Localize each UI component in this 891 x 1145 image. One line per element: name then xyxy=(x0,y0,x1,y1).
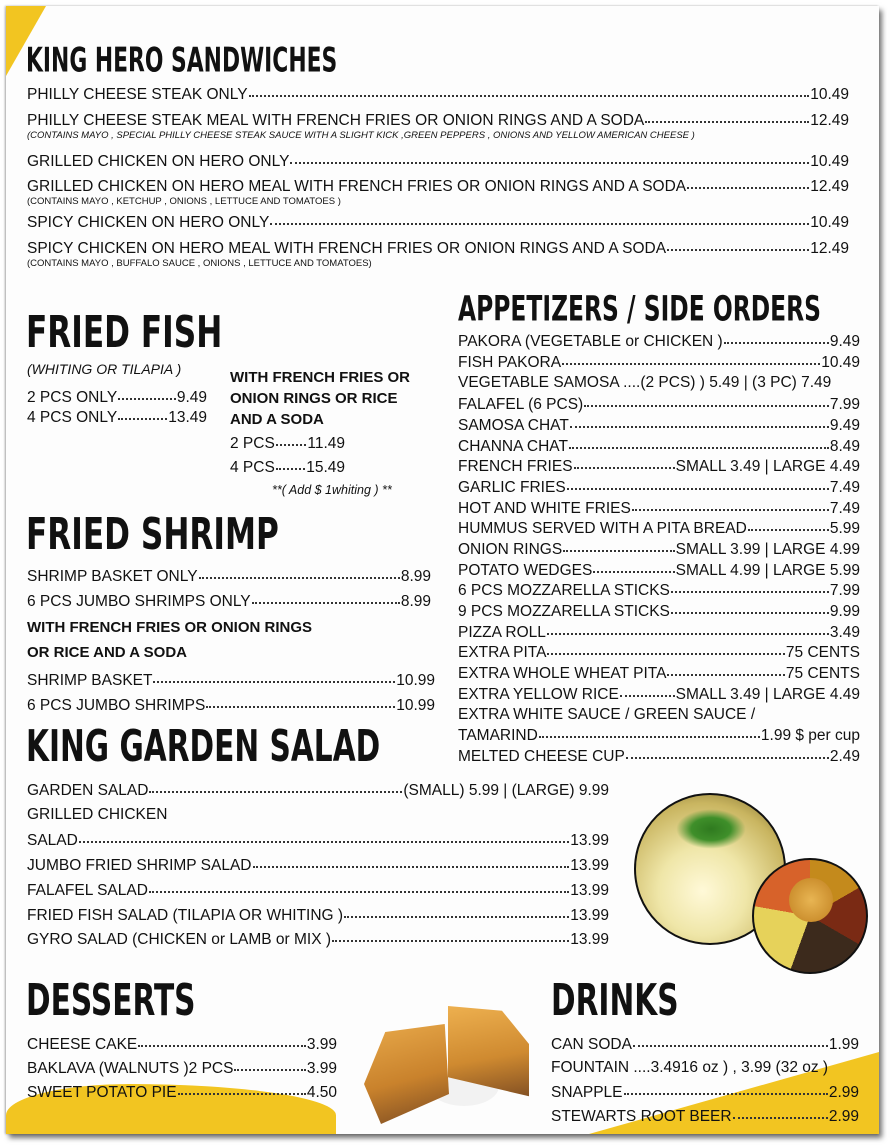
shrimp-combo-heading: WITH FRENCH FRIES OR ONION RINGS xyxy=(27,619,312,636)
menu-item: GYRO SALAD (CHICKEN or LAMB or MIX ) 13.99 xyxy=(27,930,609,950)
menu-item: TAMARIND 1.99 $ per cup xyxy=(458,726,860,746)
menu-item: JUMBO FRIED SHRIMP SALAD 13.99 xyxy=(27,856,609,876)
menu-item: 2 PCS ONLY 9.49 xyxy=(27,388,207,408)
menu-item: SHRIMP BASKET ONLY 8.99 xyxy=(27,567,431,587)
fish-combo-note: **( Add $ 1whiting ) ** xyxy=(272,483,392,497)
menu-item: EXTRA PITA 75 CENTS xyxy=(458,643,860,663)
menu-item: GRILLED CHICKEN xyxy=(27,806,168,823)
hero-section-title: KING HERO SANDWICHES xyxy=(26,40,338,80)
fish-combo-heading: AND A SODA xyxy=(230,411,324,428)
menu-item: 4 PCS ONLY 13.49 xyxy=(27,408,207,428)
item-note: (CONTAINS MAYO , SPECIAL PHILLY CHEESE STEAK SAUCE WITH A SLIGHT KICK ,GREEN PEPPERS , ONIONS AND YELLOW AMERICAN CHEESE ) xyxy=(27,130,695,141)
menu-item: GRILLED CHICKEN ON HERO ONLY 10.49 xyxy=(27,152,849,172)
menu-item: FISH PAKORA 10.49 xyxy=(458,353,860,373)
menu-item: BAKLAVA (WALNUTS )2 PCS 3.99 xyxy=(27,1059,337,1079)
item-note: (CONTAINS MAYO , BUFFALO SAUCE , ONIONS , LETTUCE AND TOMATOES) xyxy=(27,258,372,269)
fish-combo-heading: ONION RINGS OR RICE xyxy=(230,390,398,407)
menu-item: PAKORA (VEGETABLE or CHICKEN ) 9.49 xyxy=(458,332,860,352)
item-note: (CONTAINS MAYO , KETCHUP , ONIONS , LETTUCE AND TOMATOES ) xyxy=(27,196,341,207)
menu-item: 6 PCS MOZZARELLA STICKS 7.99 xyxy=(458,581,860,601)
menu-item: GARDEN SALAD (SMALL) 5.99 | (LARGE) 9.99 xyxy=(27,781,609,801)
menu-item: SNAPPLE 2.99 xyxy=(551,1083,859,1103)
fish-combo-heading: WITH FRENCH FRIES OR xyxy=(230,369,410,386)
menu-item: SAMOSA CHAT 9.49 xyxy=(458,416,860,436)
menu-item: PHILLY CHEESE STEAK ONLY 10.49 xyxy=(27,85,849,105)
salad-section-title: KING GARDEN SALAD xyxy=(26,720,381,772)
menu-item: SWEET POTATO PIE 4.50 xyxy=(27,1083,337,1103)
menu-item: SALAD 13.99 xyxy=(27,831,609,851)
menu-item: CHANNA CHAT 8.49 xyxy=(458,437,860,457)
menu-item: 6 PCS JUMBO SHRIMPS 10.99 xyxy=(27,696,435,716)
menu-item: FRIED FISH SALAD (TILAPIA OR WHITING ) 13.99 xyxy=(27,906,609,926)
menu-item: GARLIC FRIES 7.49 xyxy=(458,478,860,498)
menu-page xyxy=(6,6,879,1134)
menu-item: PIZZA ROLL 3.49 xyxy=(458,623,860,643)
menu-item: ONION RINGS SMALL 3.99 | LARGE 4.99 xyxy=(458,540,860,560)
menu-item: 9 PCS MOZZARELLA STICKS 9.99 xyxy=(458,602,860,622)
menu-item: FOUNTAIN ....3.4916 oz ) , 3.99 (32 oz ) xyxy=(551,1059,829,1076)
menu-item: 4 PCS 15.49 xyxy=(230,458,345,478)
menu-item: FALAFEL SALAD 13.99 xyxy=(27,881,609,901)
menu-item: VEGETABLE SAMOSA ....(2 PCS) ) 5.49 | (3 PC) 7.49 xyxy=(458,374,832,391)
menu-item: EXTRA WHITE SAUCE / GREEN SAUCE / xyxy=(458,706,756,723)
menu-item: EXTRA WHOLE WHEAT PITA 75 CENTS xyxy=(458,664,860,684)
menu-item: HUMMUS SERVED WITH A PITA BREAD 5.99 xyxy=(458,519,860,539)
menu-item: FALAFEL (6 PCS) 7.99 xyxy=(458,395,860,415)
menu-item: POTATO WEDGES SMALL 4.99 | LARGE 5.99 xyxy=(458,561,860,581)
menu-item: HOT AND WHITE FRIES 7.49 xyxy=(458,499,860,519)
menu-item: SHRIMP BASKET 10.99 xyxy=(27,671,435,691)
menu-item: SPICY CHICKEN ON HERO ONLY 10.49 xyxy=(27,213,849,233)
desserts-section-title: DESSERTS xyxy=(26,974,196,1026)
menu-item: GRILLED CHICKEN ON HERO MEAL WITH FRENCH FRIES OR ONION RINGS AND A SODA 12.49 xyxy=(27,177,849,197)
menu-item: EXTRA YELLOW RICE SMALL 3.49 | LARGE 4.49 xyxy=(458,685,860,705)
menu-item: FRENCH FRIES SMALL 3.49 | LARGE 4.49 xyxy=(458,457,860,477)
drinks-section-title: DRINKS xyxy=(551,974,679,1026)
shrimp-combo-heading: OR RICE AND A SODA xyxy=(27,644,188,661)
menu-item: MELTED CHEESE CUP 2.49 xyxy=(458,747,860,767)
baklava-photo xyxy=(364,1006,529,1126)
menu-item: CAN SODA 1.99 xyxy=(551,1035,859,1055)
menu-item: STEWARTS ROOT BEER 2.99 xyxy=(551,1107,859,1127)
menu-item: SPICY CHICKEN ON HERO MEAL WITH FRENCH FRIES OR ONION RINGS AND A SODA 12.49 xyxy=(27,239,849,259)
menu-item: 2 PCS 11.49 xyxy=(230,434,345,454)
salad-photo xyxy=(752,858,868,974)
menu-item: 6 PCS JUMBO SHRIMPS ONLY 8.99 xyxy=(27,592,431,612)
appetizers-section-title: APPETIZERS / SIDE ORDERS xyxy=(458,289,822,330)
menu-item: CHEESE CAKE 3.99 xyxy=(27,1035,337,1055)
fish-section-title: FRIED FISH xyxy=(26,306,223,358)
fish-subtitle: (WHITING OR TILAPIA ) xyxy=(27,361,182,377)
shrimp-section-title: FRIED SHRIMP xyxy=(26,508,279,560)
menu-item: PHILLY CHEESE STEAK MEAL WITH FRENCH FRIES OR ONION RINGS AND A SODA 12.49 xyxy=(27,111,849,131)
